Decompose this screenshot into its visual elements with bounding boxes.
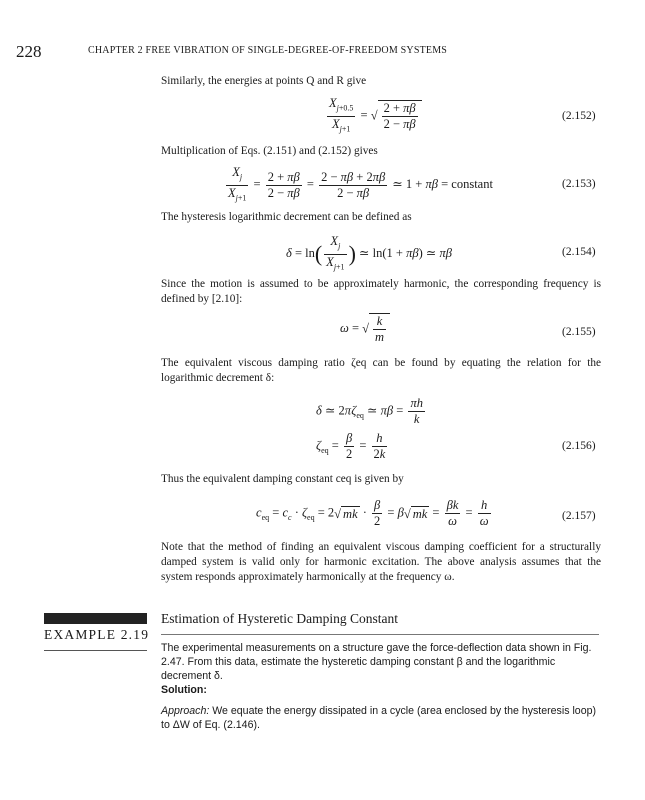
solution-label: Solution: (161, 684, 207, 696)
equation-number: (2.154) (562, 246, 596, 258)
equation-2-157: $c_{eq} = c_c \cdot \zeta_{eq} = 2√$ mk · $\frac{\beta}{2}$ = β√ mk = $\frac{\beta k}{\omega}$ = $\frac{h}{\omega}$ (256, 498, 489, 528)
equation-number: (2.152) (562, 110, 596, 122)
equation-number: (2.155) (562, 326, 596, 338)
constant-label: constant (451, 176, 493, 191)
example-bar (44, 613, 147, 624)
equation-2-152: $\frac{X_{j+0.5}}{X_{j+1}}$ = √ $\frac{2 + \pi\beta}{2 - \pi\beta}$ (325, 96, 422, 136)
divider (161, 634, 599, 635)
page-number: 228 (16, 42, 42, 61)
approach-label: Approach: (161, 705, 210, 717)
divider (44, 650, 147, 651)
equation-number: (2.153) (562, 178, 596, 190)
example-text: The experimental measurements on a structure gave the force-deflection data shown in Fig. 2.47. From this data, estimate the hysteretic damping constant β and the logarithmic decrement δ. (161, 642, 592, 682)
equation-number: (2.156) (562, 440, 596, 452)
equation-number: (2.157) (562, 510, 596, 522)
example-title: Estimation of Hysteretic Damping Constant (161, 611, 398, 626)
example-label: EXAMPLE 2.19 (44, 627, 150, 642)
paragraph-1: Similarly, the energies at points Q and R give (161, 75, 367, 87)
equation-2-154: δ = ln( $\frac{X_j}{X_{j+1}}$ ) ≃ ln(1 + πβ) ≃ πβ (286, 234, 452, 271)
paragraph-3: The hysteresis logarithmic decrement can be defined as (161, 211, 412, 223)
paragraph-6: Thus the equivalent damping constant ceq is given by (161, 473, 404, 485)
paragraph-4: Since the motion is assumed to be approximately harmonic, the corresponding frequency is defined by [2.10]: (161, 278, 601, 305)
equation-2-156a: δ ≃ $2\pi\zeta_{eq}$ ≃ πβ = $\frac{\pi h}{k}$ (316, 396, 423, 426)
equation-2-155: ω = √ $\frac{k}{m}$ (340, 313, 390, 345)
approach-text: We equate the energy dissipated in a cycle (area enclosed by the hysteresis loop) to ΔW of Eq. (2.146). (161, 705, 597, 731)
paragraph-5: The equivalent viscous damping ratio ζeq can be found by equating the relation for the logarithmic decrement δ: (161, 357, 601, 384)
equation-2-156b: $\zeta_{eq}$ = $\frac{\beta}{2}$ = $\frac{h}{2k}$ (316, 431, 386, 461)
running-header: CHAPTER 2 FREE VIBRATION OF SINGLE-DEGREE-OF-FREEDOM SYSTEMS (88, 45, 448, 56)
equation-2-153: $\frac{X_j}{X_{j+1}}$ = $\frac{2 + \pi\beta}{2 - \pi\beta}$ = $\frac{2 - \pi\beta + 2\pi\beta}{2 - \pi\beta}$ ≃ 1 + πβ = constant (228, 165, 493, 202)
paragraph-7: Note that the method of finding an equivalent viscous damping coefficient for a structurally damped system is valid only for harmonic excitation. The above analysis assumes that the system responds approximately harmonically at the frequency ω. (161, 541, 601, 583)
approach-paragraph (161, 704, 601, 732)
paragraph-2: Multiplication of Eqs. (2.151) and (2.152) gives (161, 145, 378, 157)
